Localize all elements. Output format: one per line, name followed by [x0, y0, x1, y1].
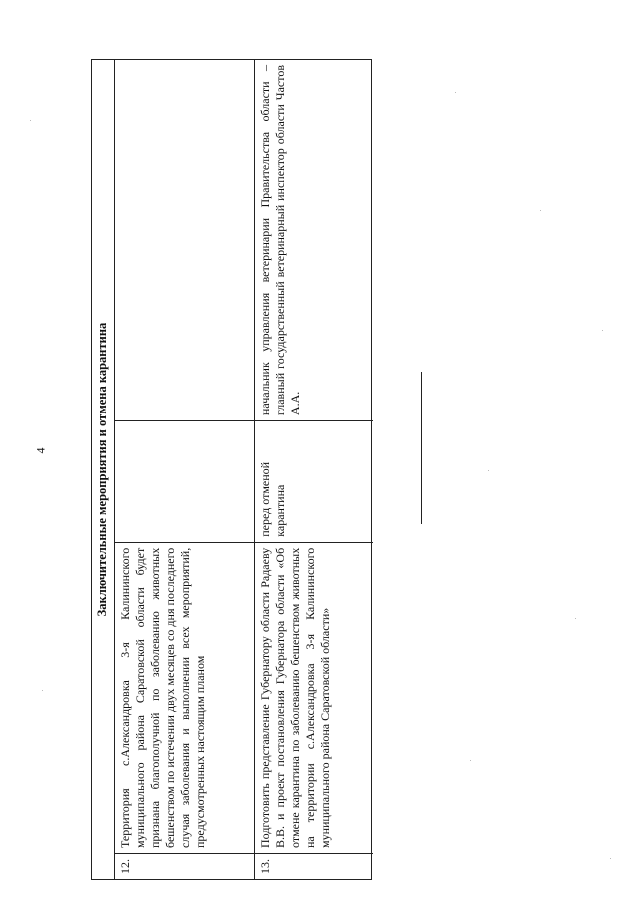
table-row	[255, 60, 373, 879]
margin-line	[421, 372, 422, 524]
scan-speck	[470, 760, 471, 761]
scan-speck	[540, 210, 541, 211]
scan-speck	[602, 330, 603, 331]
section-title: Заключительные мероприятия и отмена карантина	[92, 60, 115, 879]
scan-speck	[30, 120, 31, 121]
scan-speck	[455, 92, 456, 93]
row-responsible: начальник управления ветеринарии Правительства области – главный государственный ветеринарный инспектор области Частов А.А.	[257, 64, 302, 415]
scan-speck	[610, 858, 611, 859]
row-responsible	[115, 60, 254, 420]
row-number: 13.	[255, 853, 373, 879]
row-term: перед отменой карантина	[255, 420, 373, 542]
scan-speck	[488, 470, 489, 471]
page-number: 4	[33, 447, 48, 454]
scan-speck	[575, 618, 576, 619]
quarantine-table	[91, 59, 372, 880]
table-row	[115, 60, 255, 879]
row-task: Территория с.Александровка 3-я Калининского муниципального района Саратовской области будет признана благополучной по заболеванию животных бешенством по истечении двух месяцев со дня последнего случая заболевания и выполнении всех мероприятий, предусмотренных настоящим планом	[115, 541, 254, 852]
row-number: 12.	[115, 853, 254, 879]
row-term	[115, 420, 254, 542]
row-task: Подготовить представление Губернатору области Радаеву В.В. и проект постановления Губернатора области «Об отмене карантина по заболеванию бешенством животных на территории с.Александровка 3-я Калининского муниципального района Саратовской области»	[255, 541, 373, 852]
scan-speck	[42, 690, 43, 691]
